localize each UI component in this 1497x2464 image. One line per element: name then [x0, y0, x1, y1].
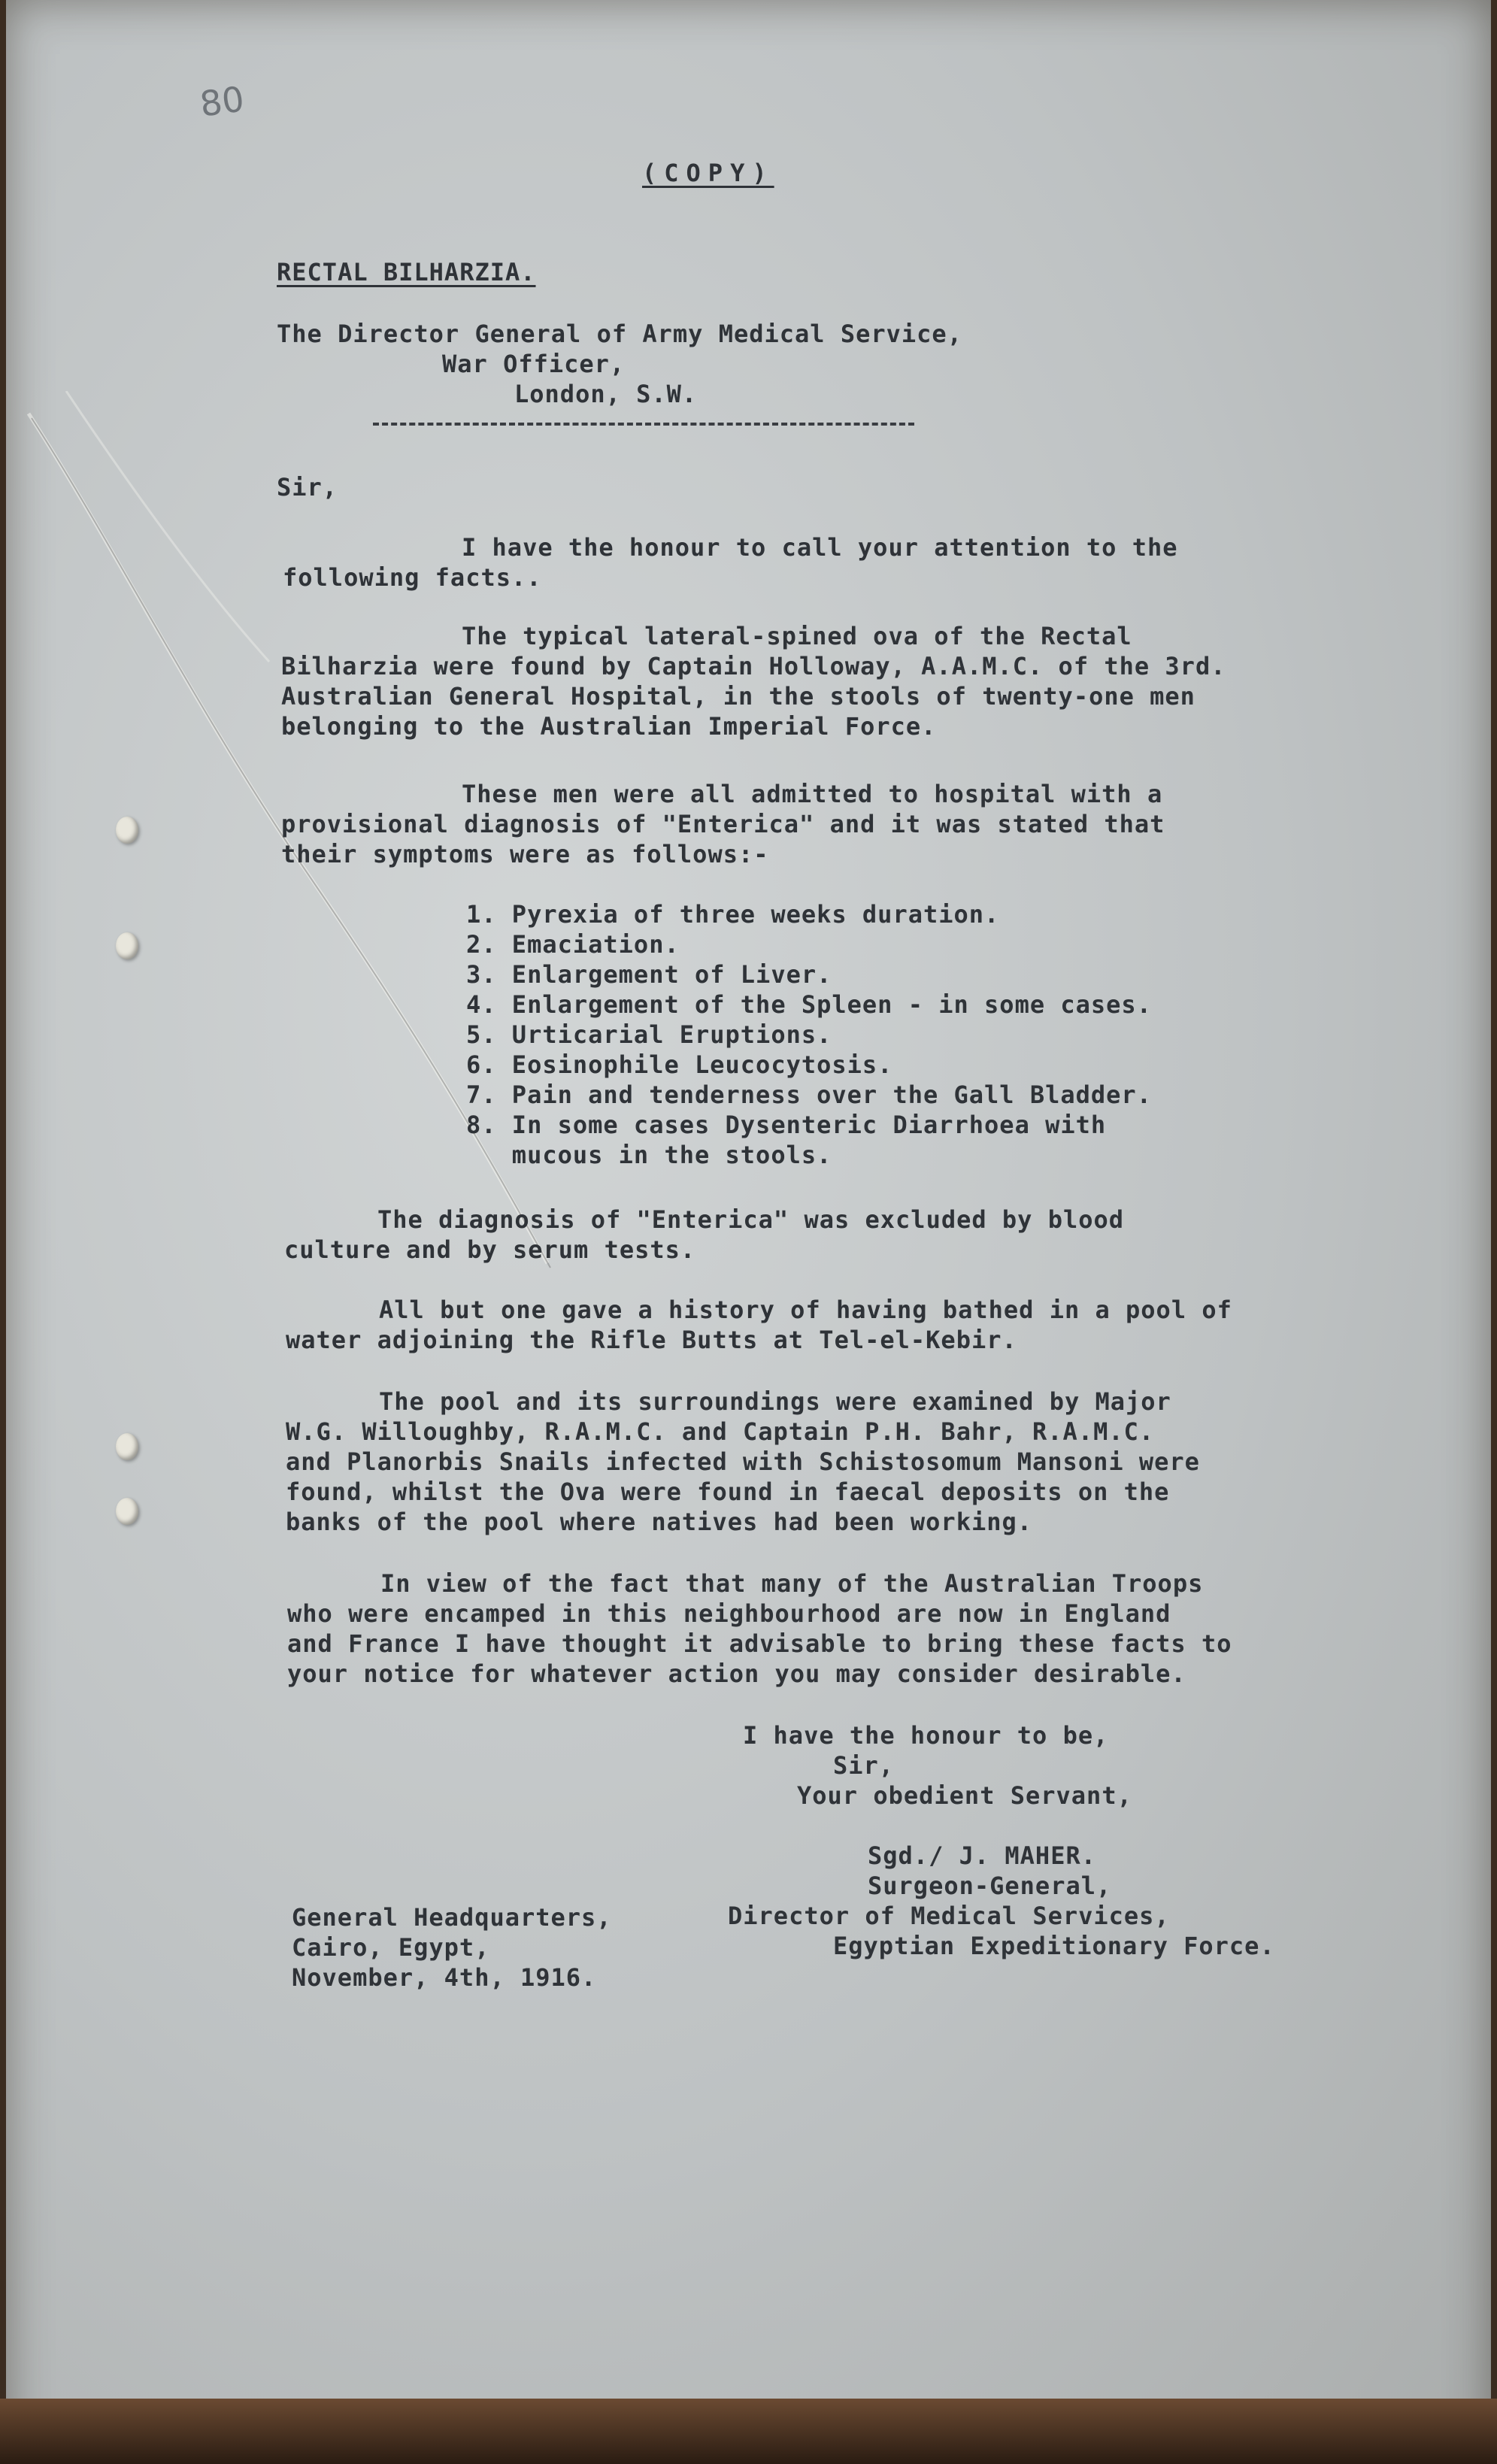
paragraph-line: All but one gave a history of having bathed in a pool of — [379, 1296, 1232, 1324]
signature-line: Egyptian Expeditionary Force. — [833, 1932, 1275, 1960]
paragraph-line: culture and by serum tests. — [284, 1235, 696, 1264]
paragraph-line: The diagnosis of "Enterica" was excluded by blood — [377, 1205, 1125, 1234]
list-item: mucous in the stools. — [466, 1141, 832, 1169]
list-item: 4. Enlargement of the Spleen - in some cases. — [466, 990, 1152, 1019]
closing-line: Your obedient Servant, — [797, 1781, 1132, 1810]
punch-hole — [116, 1498, 138, 1525]
paragraph-line: and Planorbis Snails infected with Schistosomum Mansoni were — [286, 1447, 1200, 1476]
divider-line — [373, 423, 914, 426]
margin-page-number: 80 — [197, 78, 247, 125]
paragraph-line: their symptoms were as follows:- — [281, 840, 769, 868]
list-item: 6. Eosinophile Leucocytosis. — [466, 1050, 893, 1079]
punch-hole — [116, 1433, 138, 1460]
salutation: Sir, — [277, 473, 338, 502]
punch-hole — [116, 932, 138, 959]
desk-background — [0, 2399, 1497, 2464]
paragraph-line: who were encamped in this neighbourhood are now in England — [287, 1599, 1171, 1628]
paragraph-line: belonging to the Australian Imperial Force. — [281, 712, 937, 741]
closing-line: I have the honour to be, — [743, 1721, 1109, 1750]
list-item: 2. Emaciation. — [466, 930, 680, 959]
paragraph-line: Bilharzia were found by Captain Holloway, A.A.M.C. of the 3rd. — [281, 652, 1226, 680]
document-heading: (COPY) — [642, 159, 774, 187]
paragraph-line: banks of the pool where natives had been working. — [286, 1508, 1033, 1536]
recipient-line: London, S.W. — [514, 380, 698, 408]
paragraph-line: W.G. Willoughby, R.A.M.C. and Captain P.H. Bahr, R.A.M.C. — [286, 1417, 1155, 1446]
paragraph-line: following facts.. — [283, 563, 542, 592]
document-page — [6, 0, 1491, 2464]
list-item: 7. Pain and tenderness over the Gall Bladder. — [466, 1080, 1152, 1109]
paragraph-line: These men were all admitted to hospital with a — [462, 780, 1163, 808]
signature-line: Sgd./ J. MAHER. — [868, 1841, 1096, 1870]
place-date-line: November, 4th, 1916. — [292, 1963, 597, 1992]
place-date-line: Cairo, Egypt, — [292, 1933, 490, 1962]
paragraph-line: The pool and its surroundings were examined by Major — [379, 1387, 1171, 1416]
place-date-line: General Headquarters, — [292, 1903, 612, 1932]
signature-line: Director of Medical Services, — [728, 1902, 1170, 1930]
list-item: 1. Pyrexia of three weeks duration. — [466, 900, 1000, 929]
subject-heading: RECTAL BILHARZIA. — [277, 258, 536, 286]
punch-hole — [116, 817, 138, 844]
paragraph-line: In view of the fact that many of the Australian Troops — [380, 1569, 1204, 1598]
paragraph-line: Australian General Hospital, in the stools of twenty-one men — [281, 682, 1195, 711]
paragraph-line: The typical lateral-spined ova of the Rectal — [462, 622, 1132, 650]
signature-line: Surgeon-General, — [868, 1871, 1112, 1900]
list-item: 3. Enlargement of Liver. — [466, 960, 832, 989]
paragraph-line: and France I have thought it advisable to bring these facts to — [287, 1629, 1232, 1658]
closing-line: Sir, — [833, 1751, 895, 1780]
paragraph-line: your notice for whatever action you may consider desirable. — [287, 1659, 1186, 1688]
paragraph-line: I have the honour to call your attention to the — [462, 533, 1178, 562]
paragraph-line: found, whilst the Ova were found in faecal deposits on the — [286, 1477, 1170, 1506]
recipient-line: The Director General of Army Medical Service, — [277, 320, 962, 348]
recipient-line: War Officer, — [442, 350, 626, 378]
list-item: 8. In some cases Dysenteric Diarrhoea with — [466, 1111, 1107, 1139]
paragraph-line: provisional diagnosis of "Enterica" and it was stated that — [281, 810, 1165, 838]
list-item: 5. Urticarial Eruptions. — [466, 1020, 832, 1049]
paragraph-line: water adjoining the Rifle Butts at Tel-el-Kebir. — [286, 1326, 1017, 1354]
